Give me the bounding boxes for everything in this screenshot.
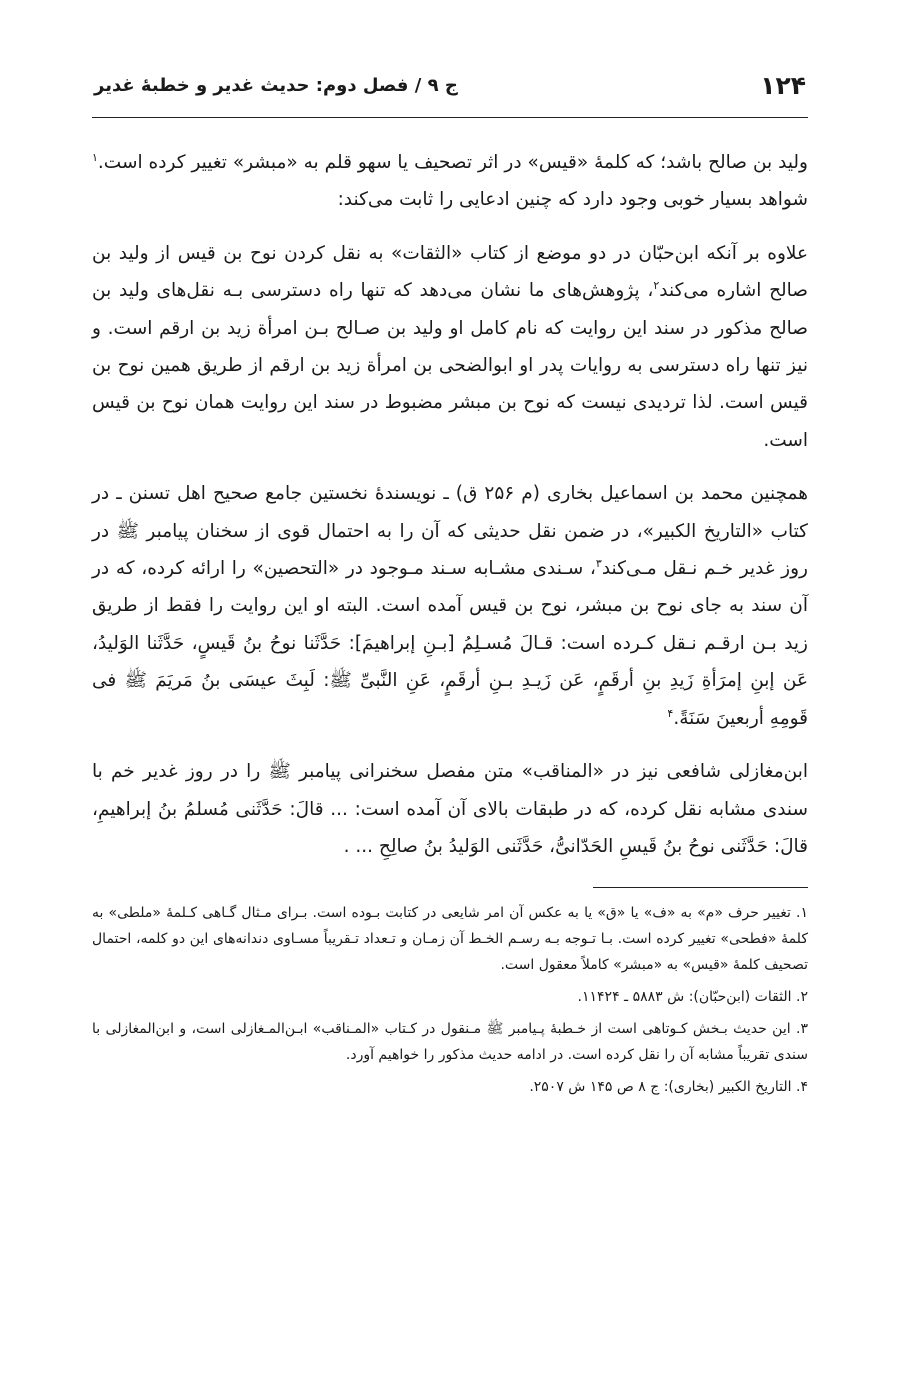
paragraph-text: همچنین محمد بن اسماعیل بخاری (م ۲۵۶ ق) ـ نویسندهٔ نخستین جامع صحیح اهل تسنن ـ در کتاب «التاریخ الکبیر»، در ضمن نقل حدیثی که آن را به احتمال قوی از سخنان پیامبر ﷺ در روز غدیر خـم نـقل مـی‌کند [92,483,808,580]
footnote-ref[interactable]: ۱ [92,150,98,164]
page-body [92,144,808,1100]
footnote: ۲. الثقات (ابن‌حبّان): ش ۵۸۸۳ ـ ۱۱۴۲۴. [577,989,808,1006]
paragraph [92,235,808,459]
paragraph-text: ، پژوهش‌های ما نشان می‌دهد که تنها راه دسترسی بـه نقل‌های ولید بن صالح مذکور در سند این روایت که نام کامل او ولید بن صـالح بـن امرأة زید بن ارقم است. و نیز تنها راه دسترسی به روایات پدر او ابوالضحی بن امرأة زید بن ارقم از طریق همین نوح بن قیس است. لذا تردیدی نیست که نوح بن مبشر مضبوط در سند این روایت همان نوح بن قیس است. [92,280,808,451]
page-number: ۱۲۴ [760,71,806,100]
paragraph-text: ولید بن صالح باشد؛ که کلمهٔ «قیس» در اثر تصحیف یا سهو قلم به «مبشر» تغییر کرده است. [97,152,808,173]
paragraph-text: ، سـندی مشـابه سـند مـوجود در «التحصین» را ارائه کرده، که در آن سند به جای نوح بن مبشر، نوح بن قیس آمده است. البته او این روایت را فقط از طریق زید بـن ارقـم نـقل کـرده است: قـالَ مُسـلِمُ [بـنِ إبراهیمَ]: حَدَّثَنا نوحُ بنُ قَیسٍ، حَدَّثَنا الوَلیدُ، عَن إبنِ إمرَأةِ زَیدِ بنِ أرقَمٍ، عَن زَیـدِ بـنِ أرقَمٍ، عَنِ النَّبیِّ ﷺ: لَبِثَ عیسَی بنُ مَریَمَ ﷺ فی قَومِهِ أربعینَ سَنَةً. [92,558,808,729]
paragraph-text: علاوه بر آنکه ابن‌حبّان در دو موضع از کتاب «الثقات» به نقل کردن نوح بن قیس از ولید بن صالح اشاره می‌کند [92,242,808,302]
paragraph [92,475,808,737]
paragraph-text: ابن‌مغازلی شافعی نیز در «المناقب» متن مفصل سخنرانی پیامبر ﷺ را در روز غدیر خم با سندی مشابه نقل کرده، که در طبقات بالای آن آمده است: ... قالَ: حَدَّثَنی مُسلمُ بنُ إبراهیمِ، قالَ: حَدَّثَنی نوحُ بنُ قَیسِ الحَدّانیُّ، حَدَّثَنی الوَلیدُ بنُ صالِحِ ... . [92,761,808,857]
paragraph-text: شواهد بسیار خوبی وجود دارد که چنین ادعایی را ثابت می‌کند: [337,189,808,211]
page-header [92,60,808,118]
running-title: ج ۹ / فصل دوم: حدیث غدیر و خطبهٔ غدیر [94,75,458,96]
footnote-divider [593,887,808,888]
footnote: ۱. تغییر حرف «م» به «ف» یا «ق» یا به عکس آن امر شایعی در کتابت بـوده است. بـرای مـثال گـاهی کـلمهٔ «ملطی» به کلمهٔ «فطحی» تغییر کرده است. بـا تـوجه بـه رسـم الخـط آن زمـان و تـعداد تـقریباً مسـاوی دندانه‌های این دو کلمه، احتمال تصحیف کلمهٔ «قیس» به «مبشر» کاملاً معقول است. [92,905,808,974]
book-page [92,60,808,1106]
footnote-ref[interactable]: ۳ [595,556,602,570]
footnote-ref[interactable]: ۴ [667,706,674,720]
footnote-ref[interactable]: ۲ [653,279,660,293]
paragraph [92,753,808,865]
footnote: ۳. این حدیث بـخش کـوتاهی است از خـطبهٔ پـیامبر ﷺ مـنقول در کـتاب «المـناقب» ابـن‌المـغازلی است، و ابن‌المغازلی با سندی تقریباً مشابه آن را نقل کرده است. در ادامه حدیث مذکور را خواهیم آورد. [92,1021,808,1064]
paragraph [92,144,808,219]
footnote: ۴. التاریخ الکبیر (بخاری): ج ۸ ص ۱۴۵ ش ۲۵۰۷. [529,1079,808,1096]
